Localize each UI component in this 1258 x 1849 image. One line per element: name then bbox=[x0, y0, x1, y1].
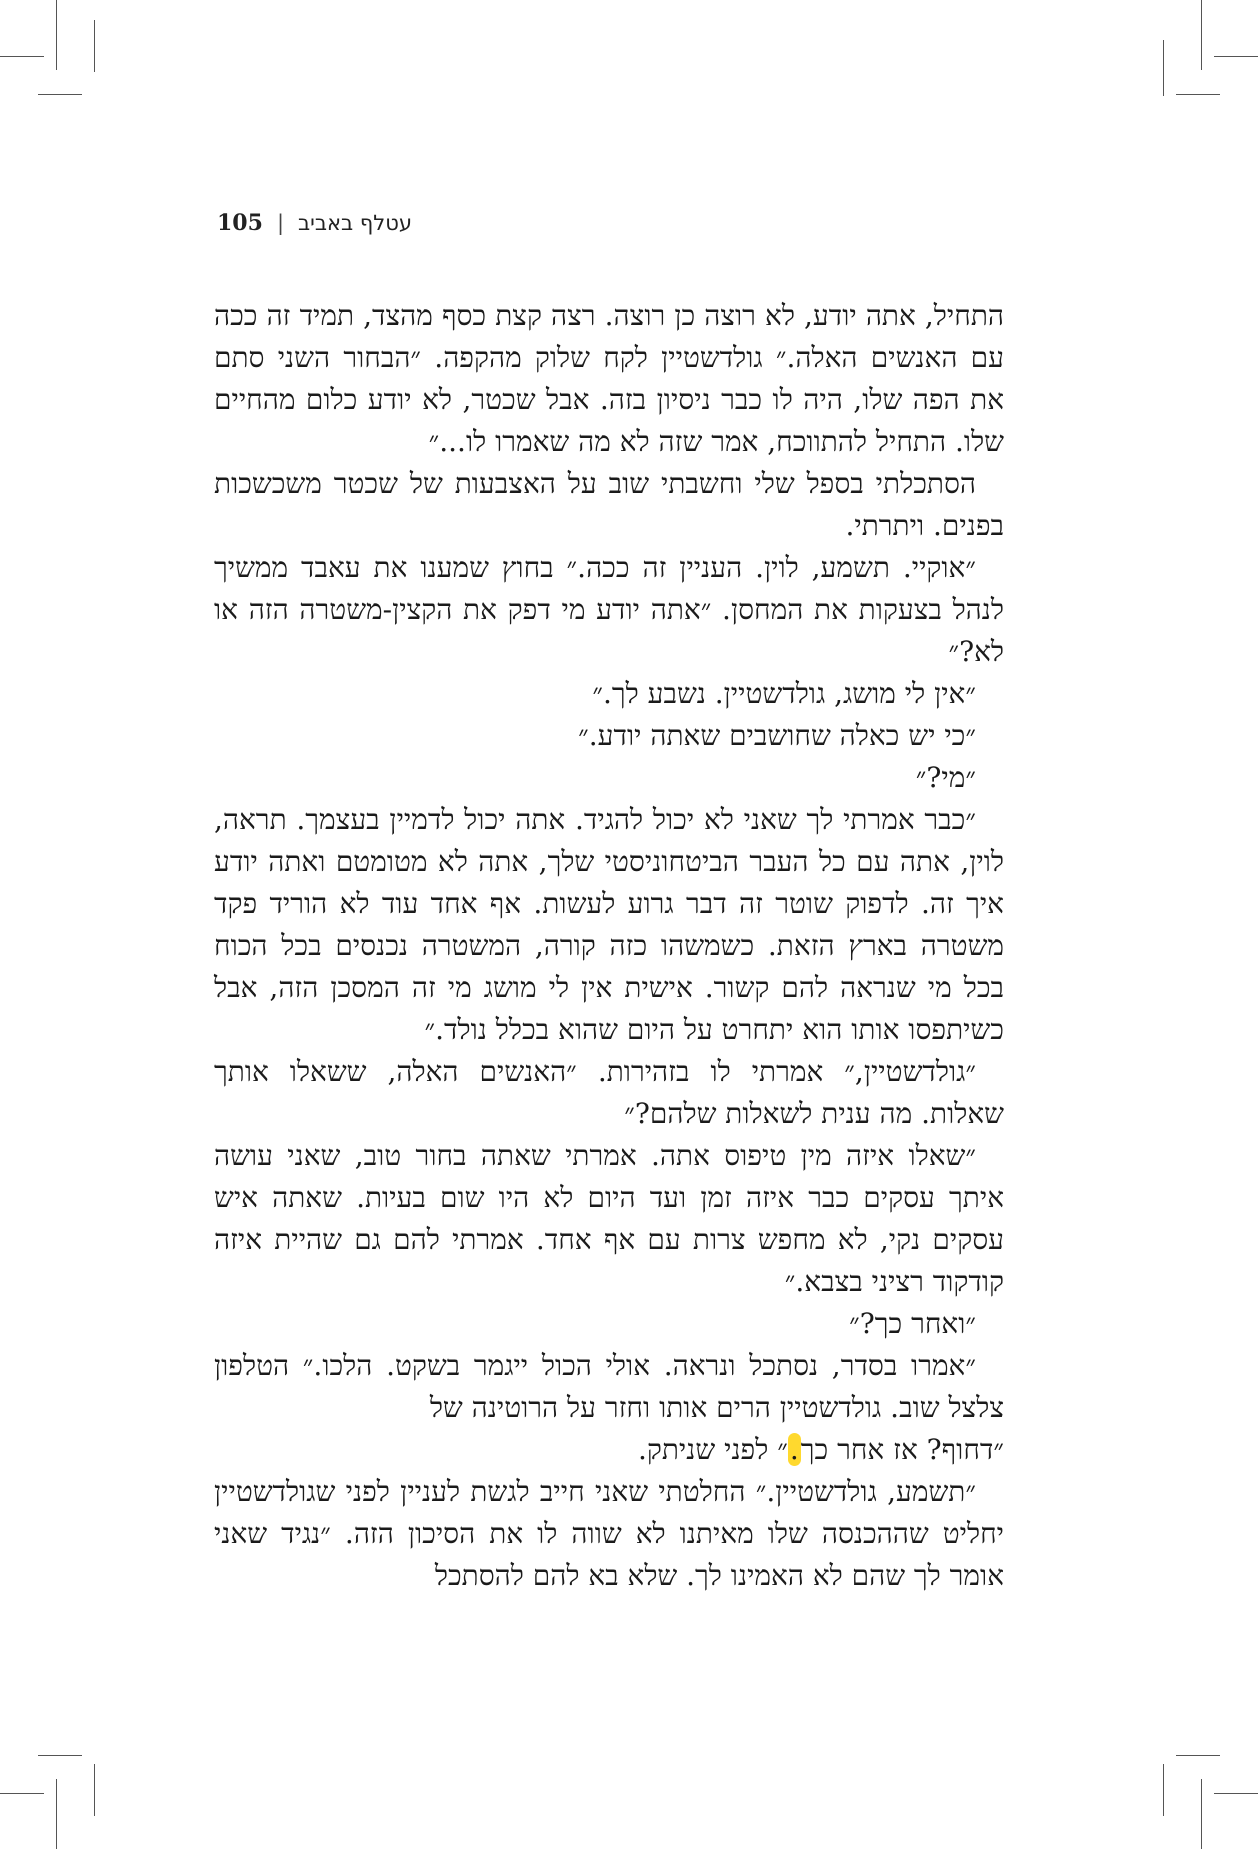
header-separator: | bbox=[276, 211, 285, 235]
paragraph: התחיל, אתה יודע, לא רוצה כן רוצה. רצה קצת כסף מהצד, תמיד זה ככה עם האנשים האלה.״ גולדשטיין לקח שלוק מהקפה. ״הבחור השני סתם את הפה שלו, היה לו כבר ניסיון בזה. אבל שכטר, לא יודע כלום מהחיים שלו. התחיל להתווכח, אמר שזה לא מה שאמרו לו...״ bbox=[214, 299, 1005, 458]
text-highlight-mark: . bbox=[789, 1433, 799, 1466]
crop-mark-top-right bbox=[1163, 40, 1164, 96]
crop-mark-top-right bbox=[1201, 0, 1202, 70]
book-title: עטלף באביב bbox=[298, 211, 412, 235]
paragraph: ״גולדשטיין,״ אמרתי לו בזהירות. ״האנשים האלה, ששאלו אותך שאלות. מה ענית לשאלות שלהם?״ bbox=[214, 1055, 1004, 1130]
crop-mark-top-left bbox=[94, 20, 95, 72]
page-number: 105 bbox=[217, 210, 263, 236]
paragraph: הסתכלתי בספל שלי וחשבתי שוב על האצבעות של שכטר משכשכות בפנים. ויתרתי. bbox=[214, 467, 1004, 542]
crop-mark-bottom-right bbox=[1201, 1779, 1202, 1849]
paragraph: ״אין לי מושג, גולדשטיין. נשבע לך.״ bbox=[592, 677, 976, 710]
body-text bbox=[214, 295, 1004, 1597]
highlight-after: ״ לפני שניתק. bbox=[637, 1433, 788, 1466]
crop-mark-top-left bbox=[56, 0, 57, 70]
paragraph: ״ואחר כך?״ bbox=[849, 1307, 976, 1340]
crop-mark-bottom-left bbox=[38, 1755, 82, 1756]
paragraph: ״כבר אמרתי לך שאני לא יכול להגיד. אתה יכול לדמיין בעצמך. תראה, לוין, אתה עם כל העבר הביטחוניסטי שלך, אתה לא מטומטם ואתה יודע איך זה. לדפוק שוטר זה דבר גרוע לעשות. אף אחד עוד לא הוריד פקד משטרה בארץ הזאת. כשמשהו כזה קורה, המשטרה נכנסים בכל הכוח בכל מי שנראה להם קשור. אישית אין לי מושג מי זה המסכן הזה, אבל כשיתפסו אותו הוא יתחרט על היום שהוא בכלל נולד.״ bbox=[214, 803, 1004, 1046]
crop-mark-top-left bbox=[38, 94, 82, 95]
crop-mark-bottom-right bbox=[1163, 1764, 1164, 1816]
paragraph: ״תשמע, גולדשטיין.״ החלטתי שאני חייב לגשת לעניין לפני שגולדשטיין יחליט שההכנסה שלו מאיתנו לא שווה לו את הסיכון הזה. ״נגיד שאני אומר לך שהם לא האמינו לך. שלא בא להם להסתכל bbox=[214, 1475, 1004, 1592]
crop-mark-top-right bbox=[1214, 56, 1258, 57]
highlight-before: ״דחוף? אז אחר כך bbox=[800, 1433, 1004, 1466]
paragraph: ״אמרו בסדר, נסתכל ונראה. אולי הכול ייגמר בשקט. הלכו.״ הטלפון צלצל שוב. גולדשטיין הרים אותו וחזר על הרוטינה של bbox=[214, 1349, 1004, 1424]
crop-mark-bottom-left bbox=[0, 1793, 44, 1794]
crop-mark-bottom-left bbox=[56, 1779, 57, 1849]
running-head bbox=[217, 210, 417, 236]
crop-mark-top-left bbox=[0, 56, 44, 57]
paragraph: ״מי?״ bbox=[915, 761, 976, 794]
crop-mark-bottom-right bbox=[1176, 1755, 1220, 1756]
paragraph: ״כי יש כאלה שחושבים שאתה יודע.״ bbox=[578, 719, 976, 752]
crop-mark-top-right bbox=[1176, 94, 1220, 95]
paragraph: ״שאלו איזה מין טיפוס אתה. אמרתי שאתה בחור טוב, שאני עושה איתך עסקים כבר איזה זמן ועד היום לא היו שום בעיות. שאתה איש עסקים נקי, לא מחפש צרות עם אף אחד. אמרתי להם גם שהיית איזה קודקוד רציני בצבא.״ bbox=[214, 1139, 1004, 1298]
crop-mark-bottom-right bbox=[1214, 1793, 1258, 1794]
crop-mark-bottom-left bbox=[94, 1764, 95, 1816]
paragraph: ״אוקיי. תשמע, לוין. העניין זה ככה.״ בחוץ שמענו את עאבד ממשיך לנהל בצעקות את המחסן. ״אתה יודע מי דפק את הקצין-משטרה הזה או לא?״ bbox=[214, 551, 1004, 668]
paragraph-with-highlight bbox=[214, 1429, 1004, 1471]
